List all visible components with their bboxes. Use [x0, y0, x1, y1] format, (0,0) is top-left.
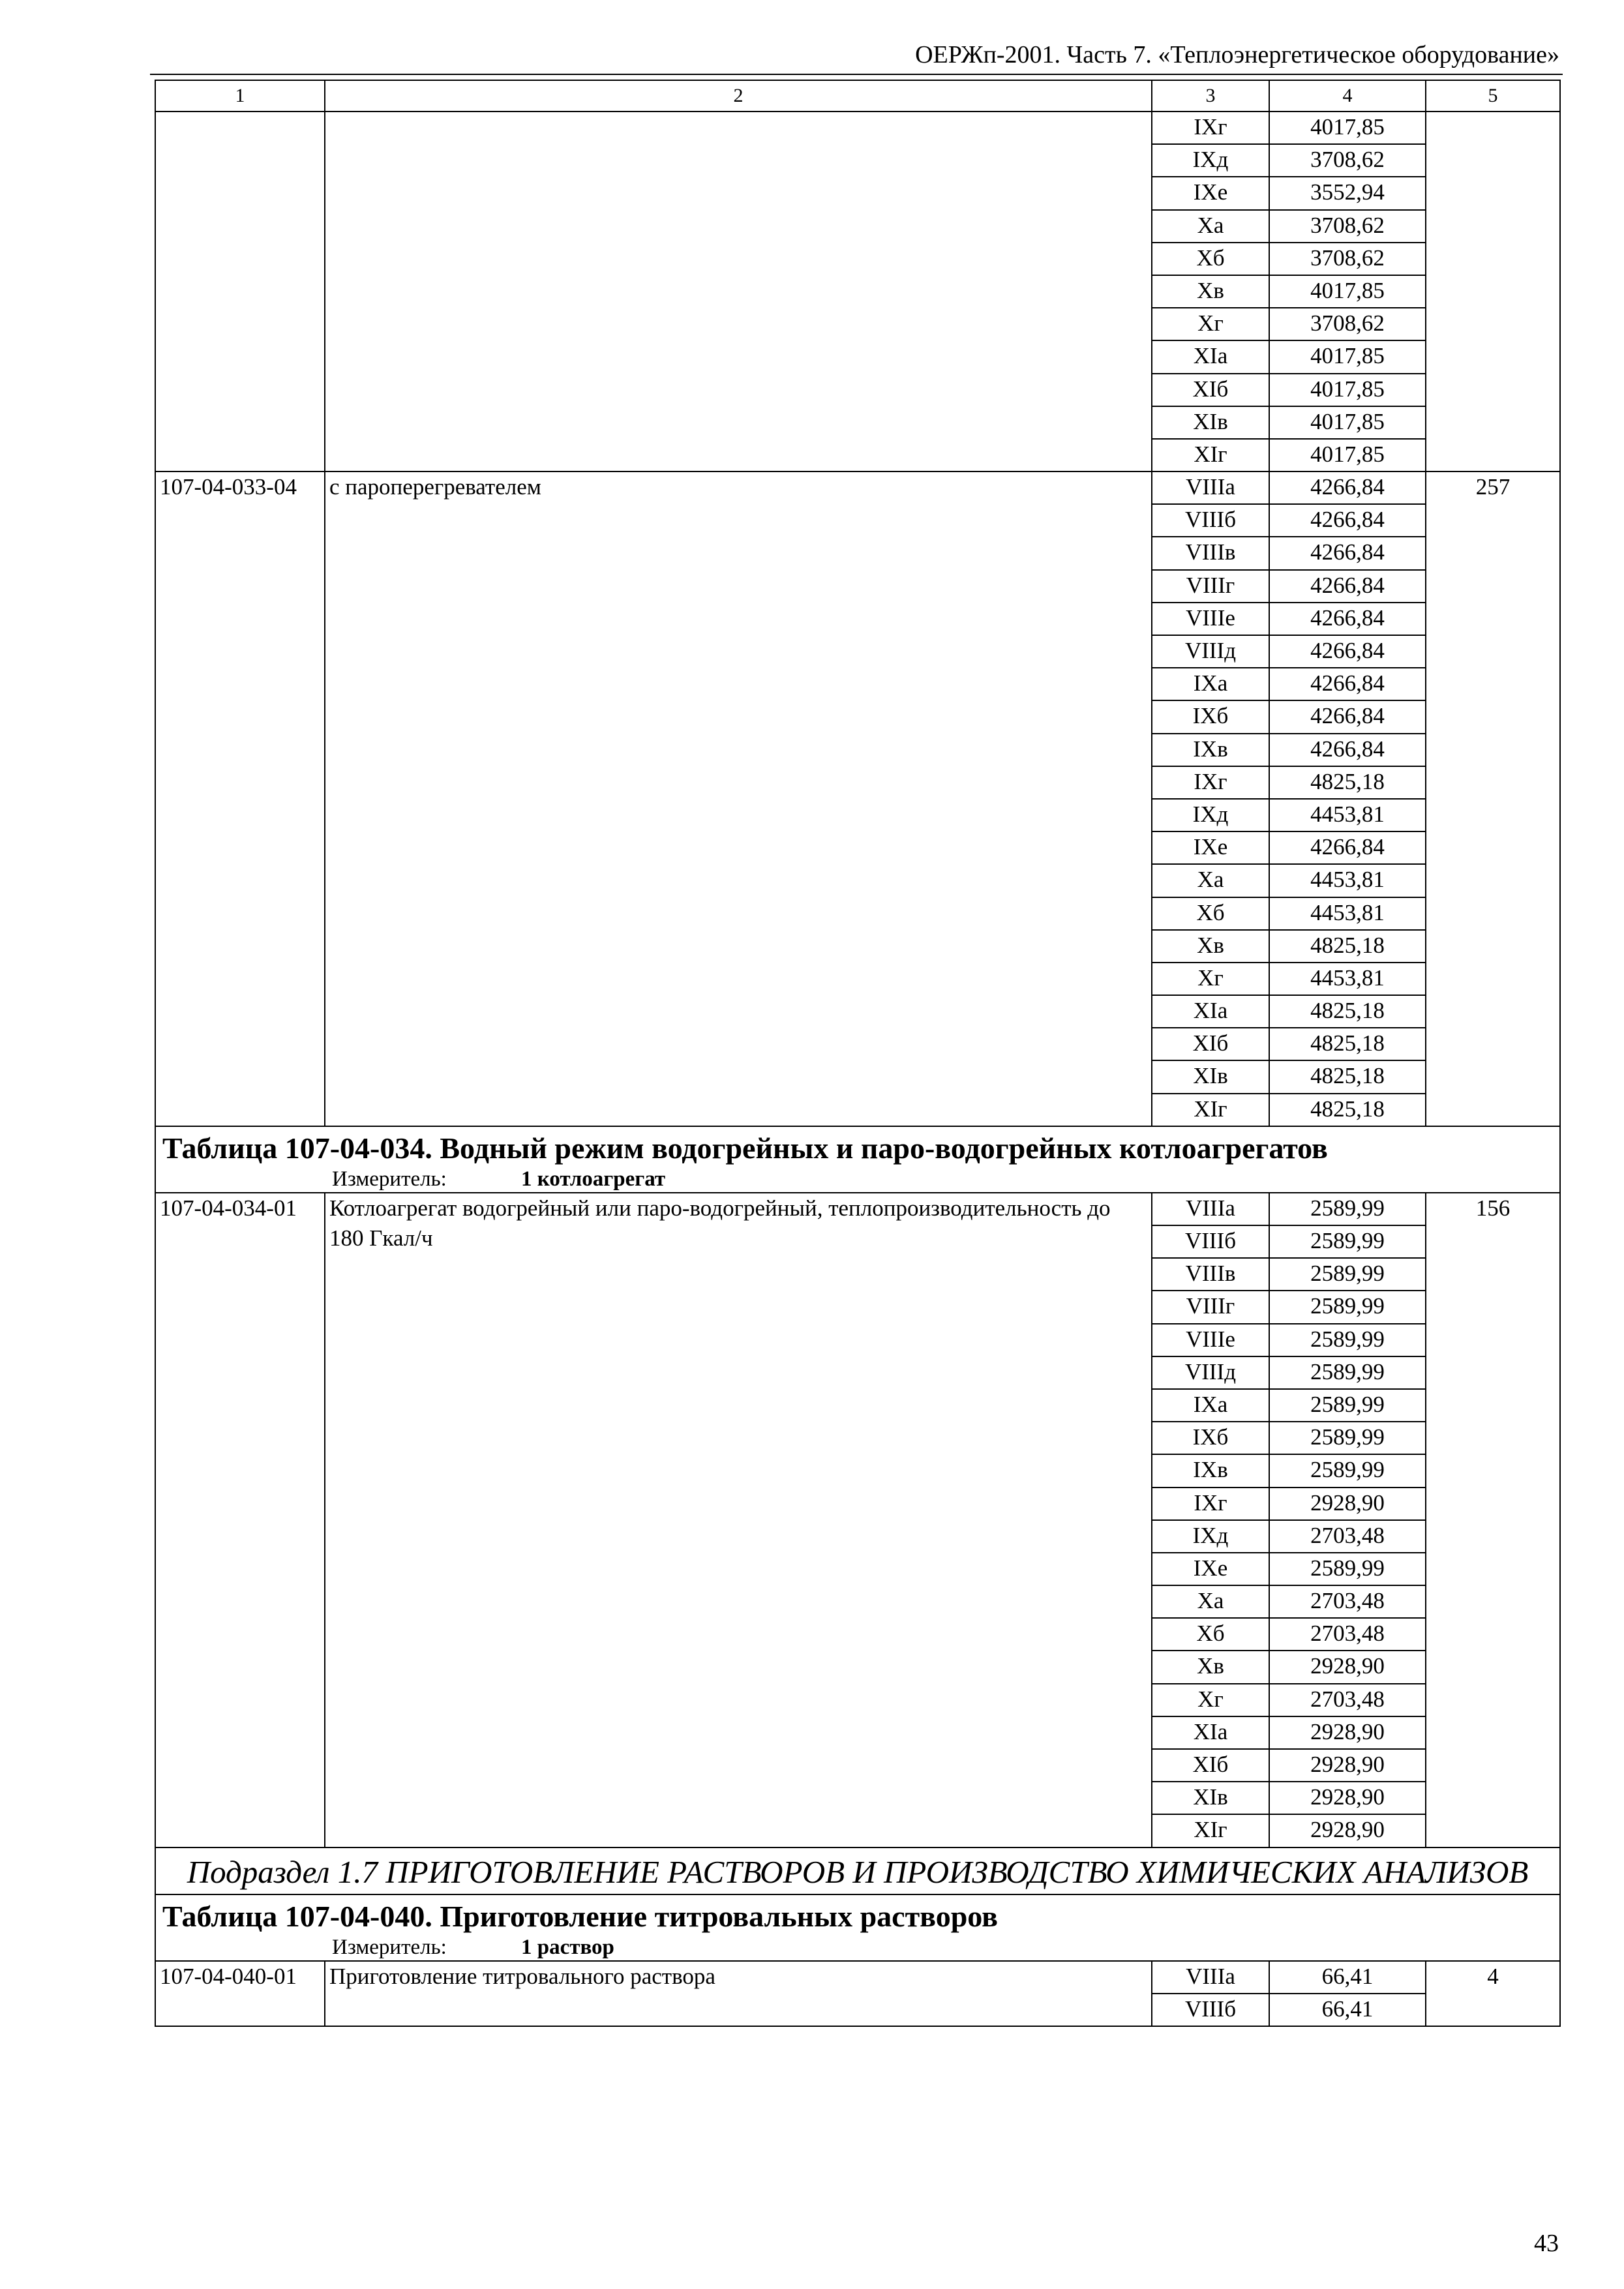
price-cell: 4266,84 [1269, 668, 1426, 700]
price-cell: 2589,99 [1269, 1291, 1426, 1323]
zone-cell: VIIIа [1152, 1961, 1269, 1994]
price-cell: 2703,48 [1269, 1684, 1426, 1716]
table-row [155, 471, 1560, 504]
zone-cell: VIIIг [1152, 1291, 1269, 1323]
zone-cell: VIIIе [1152, 1324, 1269, 1356]
zone-cell: Xб [1152, 897, 1269, 930]
item-col5: 156 [1426, 1193, 1560, 1848]
zone-cell: Xг [1152, 308, 1269, 340]
zone-cell: VIIIв [1152, 1258, 1269, 1291]
zone-cell: XIв [1152, 1782, 1269, 1814]
price-cell: 4017,85 [1269, 406, 1426, 439]
subsection-title: Подраздел 1.7 ПРИГОТОВЛЕНИЕ РАСТВОРОВ И ПРОИЗВОДСТВО ХИМИЧЕСКИХ АНАЛИЗОВ [155, 1848, 1560, 1894]
price-cell: 2928,90 [1269, 1749, 1426, 1782]
zone-cell: Xб [1152, 1618, 1269, 1651]
zone-cell: IXд [1152, 144, 1269, 177]
price-cell: 2703,48 [1269, 1520, 1426, 1553]
running-header: ОЕРЖп-2001. Часть 7. «Теплоэнергетическое оборудование» [915, 41, 1559, 68]
price-cell: 2589,99 [1269, 1454, 1426, 1487]
price-cell: 4453,81 [1269, 864, 1426, 897]
price-table [155, 80, 1561, 2027]
zone-cell: Xг [1152, 1684, 1269, 1716]
page-number: 43 [1534, 2230, 1559, 2257]
measure-label: Измеритель: [332, 1167, 447, 1191]
zone-cell: XIб [1152, 374, 1269, 406]
price-cell: 2589,99 [1269, 1422, 1426, 1454]
zone-cell: VIIIб [1152, 1994, 1269, 2026]
price-cell: 3708,62 [1269, 210, 1426, 243]
price-cell: 2589,99 [1269, 1324, 1426, 1356]
measure-value: 1 раствор [521, 1935, 614, 1959]
price-cell: 2928,90 [1269, 1782, 1426, 1814]
table-row [155, 1961, 1560, 1994]
price-cell: 4453,81 [1269, 963, 1426, 995]
column-number: 1 [155, 80, 325, 112]
price-cell: 4266,84 [1269, 700, 1426, 733]
zone-cell: IXд [1152, 799, 1269, 831]
zone-cell: IXа [1152, 1389, 1269, 1422]
price-cell: 2589,99 [1269, 1389, 1426, 1422]
price-cell: 3708,62 [1269, 144, 1426, 177]
zone-cell: VIIIд [1152, 1356, 1269, 1389]
price-cell: 4825,18 [1269, 1094, 1426, 1126]
price-cell: 4825,18 [1269, 1028, 1426, 1060]
zone-cell: Xб [1152, 243, 1269, 275]
zone-cell: XIа [1152, 340, 1269, 373]
price-cell: 2589,99 [1269, 1553, 1426, 1585]
zone-cell: IXд [1152, 1520, 1269, 1553]
price-cell: 4017,85 [1269, 340, 1426, 373]
zone-cell: Xв [1152, 1651, 1269, 1683]
price-cell: 4825,18 [1269, 766, 1426, 799]
table-row [155, 1193, 1560, 1225]
zone-cell: VIIIб [1152, 1225, 1269, 1258]
price-cell: 4266,84 [1269, 537, 1426, 569]
price-cell: 4266,84 [1269, 471, 1426, 504]
table-title-row [155, 1894, 1560, 1961]
measure-value: 1 котлоагрегат [521, 1167, 666, 1191]
zone-cell: IXб [1152, 700, 1269, 733]
item-code: 107-04-034-01 [155, 1193, 325, 1848]
table-title-cell [155, 1126, 1560, 1193]
zone-cell: XIг [1152, 439, 1269, 471]
header-rule [150, 74, 1563, 75]
price-cell: 4017,85 [1269, 439, 1426, 471]
price-cell: 2928,90 [1269, 1814, 1426, 1847]
zone-cell: IXг [1152, 112, 1269, 144]
price-cell: 4266,84 [1269, 504, 1426, 537]
column-number: 3 [1152, 80, 1269, 112]
zone-cell: Xа [1152, 864, 1269, 897]
price-cell: 2928,90 [1269, 1488, 1426, 1520]
price-cell: 2589,99 [1269, 1258, 1426, 1291]
zone-cell: VIIIв [1152, 537, 1269, 569]
zone-cell: VIIIа [1152, 471, 1269, 504]
column-number: 2 [325, 80, 1152, 112]
item-code [155, 112, 325, 471]
zone-cell: VIIIг [1152, 570, 1269, 603]
zone-cell: XIв [1152, 1060, 1269, 1093]
price-cell: 4266,84 [1269, 635, 1426, 668]
price-cell: 4266,84 [1269, 831, 1426, 864]
zone-cell: IXе [1152, 177, 1269, 209]
column-number-row [155, 80, 1560, 112]
price-cell: 2589,99 [1269, 1356, 1426, 1389]
price-cell: 4017,85 [1269, 374, 1426, 406]
price-cell: 4266,84 [1269, 734, 1426, 766]
item-col5 [1426, 112, 1560, 471]
item-description [325, 112, 1152, 471]
price-cell: 4825,18 [1269, 995, 1426, 1028]
price-cell: 2928,90 [1269, 1716, 1426, 1749]
zone-cell: IXг [1152, 766, 1269, 799]
table-row [155, 112, 1560, 144]
zone-cell: IXе [1152, 1553, 1269, 1585]
item-description: Приготовление титровального раствора [325, 1961, 1152, 2026]
price-cell: 66,41 [1269, 1961, 1426, 1994]
subsection-row [155, 1848, 1560, 1894]
item-code: 107-04-033-04 [155, 471, 325, 1126]
measure-line [332, 1166, 1553, 1192]
zone-cell: Xа [1152, 1585, 1269, 1618]
zone-cell: XIв [1152, 406, 1269, 439]
price-cell: 2589,99 [1269, 1225, 1426, 1258]
item-code: 107-04-040-01 [155, 1961, 325, 2026]
table-title: Таблица 107-04-040. Приготовление титровальных растворов [162, 1899, 998, 1933]
price-cell: 4017,85 [1269, 275, 1426, 308]
price-cell: 4453,81 [1269, 799, 1426, 831]
column-number: 4 [1269, 80, 1426, 112]
item-description: с пароперегревателем [325, 471, 1152, 1126]
price-cell: 3708,62 [1269, 308, 1426, 340]
price-cell: 2928,90 [1269, 1651, 1426, 1683]
price-cell: 2589,99 [1269, 1193, 1426, 1225]
price-cell: 4453,81 [1269, 897, 1426, 930]
zone-cell: IXг [1152, 1488, 1269, 1520]
table-title: Таблица 107-04-034. Водный режим водогрейных и паро-водогрейных котлоагрегатов [162, 1131, 1328, 1165]
zone-cell: Xг [1152, 963, 1269, 995]
item-col5: 257 [1426, 471, 1560, 1126]
table-title-cell [155, 1894, 1560, 1961]
measure-label: Измеритель: [332, 1935, 447, 1959]
price-cell: 2703,48 [1269, 1585, 1426, 1618]
zone-cell: IXе [1152, 831, 1269, 864]
zone-cell: XIг [1152, 1094, 1269, 1126]
zone-cell: XIг [1152, 1814, 1269, 1847]
price-cell: 4017,85 [1269, 112, 1426, 144]
price-cell: 4825,18 [1269, 1060, 1426, 1093]
zone-cell: IXв [1152, 734, 1269, 766]
zone-cell: XIа [1152, 995, 1269, 1028]
zone-cell: VIIIд [1152, 635, 1269, 668]
zone-cell: Xа [1152, 210, 1269, 243]
zone-cell: XIб [1152, 1028, 1269, 1060]
zone-cell: Xв [1152, 930, 1269, 963]
price-cell: 4266,84 [1269, 570, 1426, 603]
item-description: Котлоагрегат водогрейный или паро-водогрейный, теплопроизводительность до 180 Гкал/ч [325, 1193, 1152, 1848]
price-cell: 4825,18 [1269, 930, 1426, 963]
zone-cell: VIIIе [1152, 603, 1269, 635]
item-col5: 4 [1426, 1961, 1560, 2026]
zone-cell: IXб [1152, 1422, 1269, 1454]
price-cell: 66,41 [1269, 1994, 1426, 2026]
price-cell: 2703,48 [1269, 1618, 1426, 1651]
zone-cell: Xв [1152, 275, 1269, 308]
zone-cell: XIб [1152, 1749, 1269, 1782]
column-number: 5 [1426, 80, 1560, 112]
zone-cell: XIа [1152, 1716, 1269, 1749]
measure-line [332, 1934, 1553, 1960]
price-cell: 4266,84 [1269, 603, 1426, 635]
table-title-row [155, 1126, 1560, 1193]
price-cell: 3708,62 [1269, 243, 1426, 275]
price-cell: 3552,94 [1269, 177, 1426, 209]
zone-cell: VIIIб [1152, 504, 1269, 537]
zone-cell: VIIIа [1152, 1193, 1269, 1225]
zone-cell: IXа [1152, 668, 1269, 700]
zone-cell: IXв [1152, 1454, 1269, 1487]
